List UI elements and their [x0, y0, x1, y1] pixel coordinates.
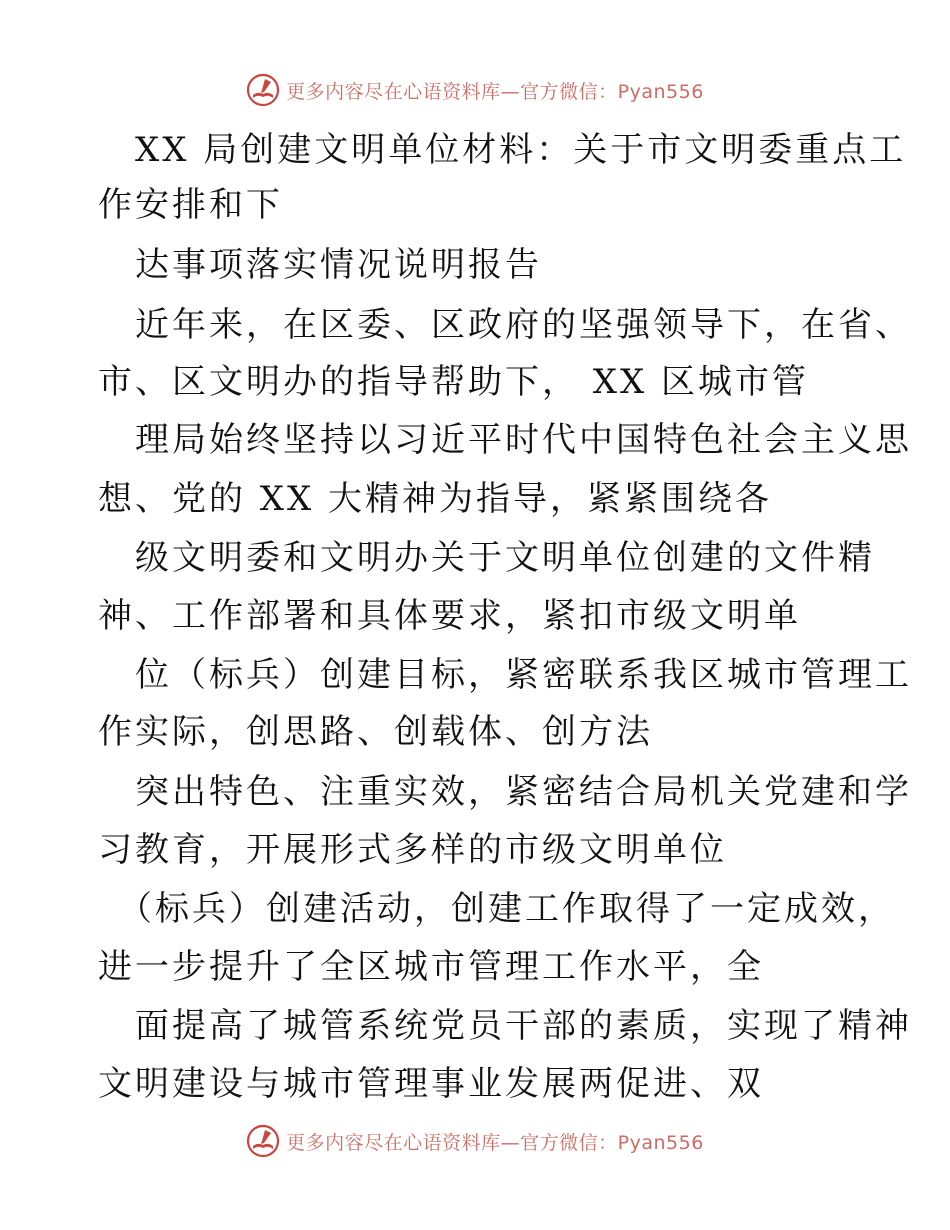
text-line: 达事项落实情况说明报告 [135, 245, 542, 285]
text-line: 作安排和下 [98, 185, 283, 225]
text-line: 习教育，开展形式多样的市级文明单位 [98, 830, 727, 870]
text-line: 级文明委和文明办关于文明单位创建的文件精 [135, 538, 875, 578]
header-watermark-text: 更多内容尽在心语资料库—官方微信：Pyan556 [286, 80, 704, 103]
text-line: 神、工作部署和具体要求，紧扣市级文明单 [98, 596, 801, 636]
text-line: 面提高了城管系统党员干部的素质，实现了精神 [135, 1006, 912, 1046]
footer-watermark-text: 更多内容尽在心语资料库—官方微信：Pyan556 [286, 1131, 704, 1154]
text-line: 文明建设与城市管理事业发展两促进、双 [98, 1064, 764, 1104]
text-line: 近年来，在区委、区政府的坚强领导下，在省、 [135, 305, 912, 345]
text-line: 突出特色、注重实效，紧密结合局机关党建和学 [135, 772, 912, 812]
text-line: 想、党的 XX 大精神为指导，紧紧围绕各 [98, 479, 773, 519]
footer-watermark [0, 1121, 950, 1161]
text-line: 位（标兵）创建目标，紧密联系我区城市管理工 [135, 655, 912, 695]
text-line: 进一步提升了全区城市管理工作水平，全 [98, 947, 764, 987]
text-line: 作实际，创思路、创载体、创方法 [98, 712, 653, 752]
book-quill-logo-icon [246, 1124, 280, 1158]
text-line: 市、区文明办的指导帮助下， XX 区城市管 [98, 362, 810, 402]
text-line: （标兵）创建活动，创建工作取得了一定成效， [118, 889, 895, 929]
book-quill-logo-icon [246, 73, 280, 107]
header-watermark [0, 70, 950, 110]
text-line: 理局始终坚持以习近平时代中国特色社会主义思 [135, 420, 912, 460]
text-line: XX 局创建文明单位材料：关于市文明委重点工 [135, 130, 907, 170]
